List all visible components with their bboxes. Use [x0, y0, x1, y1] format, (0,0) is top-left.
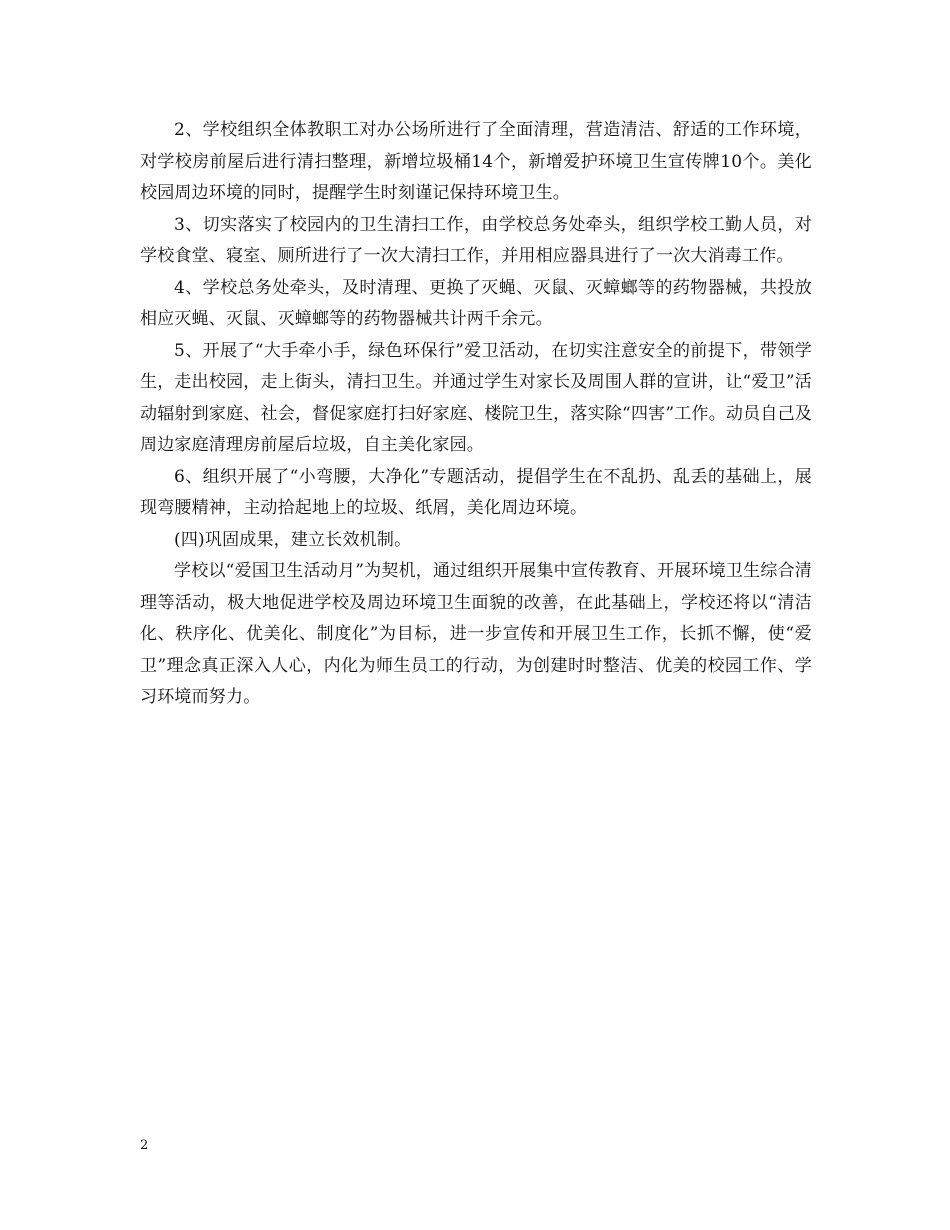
section-heading-consolidate: (四)巩固成果，建立长效机制。	[174, 529, 412, 550]
paragraph-item-5: 5、开展了“大手牵小手，绿色环保行”爱卫活动，在切实注意安全的前提下，带领学生，走出校园，走上街头，清扫卫生。并通过学生对家长及周围人群的宣讲，让“爱卫”活动辐射到家庭、社会，督促家庭打扫好家庭、楼院卫生，落实除“四害”工作。动员自己及周边家庭清理房前屋后垃圾，自主美化家园。	[140, 340, 812, 455]
paragraph-conclusion: 学校以“爱国卫生活动月”为契机，通过组织开展集中宣传教育、开展环境卫生综合清理等活动，极大地促进学校及周边环境卫生面貌的改善，在此基础上，学校还将以“清洁化、秩序化、优美化、制度化”为目标，进一步宣传和开展卫生工作，长抓不懈，使“爱卫”理念真正深入人心，内化为师生员工的行动，为创建时时整洁、优美的校园工作、学习环境而努力。	[140, 561, 812, 707]
paragraph-item-2: 2、学校组织全体教职工对办公场所进行了全面清理，营造清洁、舒适的工作环境，对学校房前屋后进行清扫整理，新增垃圾桶14个，新增爱护环境卫生宣传牌10个。美化校园周边环境的同时，提醒学生时刻谨记保持环境卫生。	[140, 120, 812, 203]
paragraph-item-6: 6、组织开展了“小弯腰，大净化”专题活动，提倡学生在不乱扔、乱丢的基础上，展现弯腰精神，主动拾起地上的垃圾、纸屑，美化周边环境。	[140, 466, 812, 518]
body-text	[140, 115, 812, 714]
paragraph-item-4: 4、学校总务处牵头，及时清理、更换了灭蝇、灭鼠、灭蟑螂等的药物器械，共投放相应灭蝇、灭鼠、灭蟑螂等的药物器械共计两千余元。	[140, 277, 812, 329]
paragraph-item-3: 3、切实落实了校园内的卫生清扫工作，由学校总务处牵头，组织学校工勤人员，对学校食堂、寝室、厕所进行了一次大清扫工作，并用相应器具进行了一次大消毒工作。	[140, 214, 812, 266]
page-number: 2	[140, 1138, 149, 1153]
